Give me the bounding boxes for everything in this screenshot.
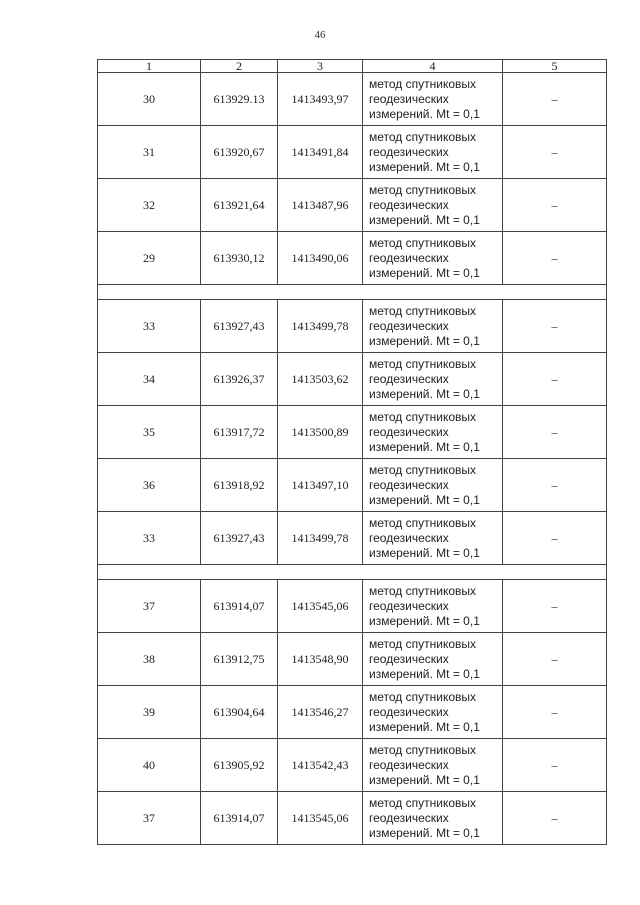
- block-separator: [98, 285, 607, 300]
- method-cell: [363, 686, 503, 739]
- coordinate-y: 1413493,97: [278, 73, 363, 126]
- method-line: геодезических: [369, 704, 449, 719]
- block-separator: [98, 565, 607, 580]
- description-cell: [503, 633, 607, 686]
- method-line: метод спутниковых: [369, 76, 477, 91]
- table-row: [98, 633, 607, 686]
- point-number: 37: [98, 580, 201, 633]
- coordinate-x: 613929.13: [201, 73, 278, 126]
- method-line: геодезических: [369, 197, 449, 212]
- table-row: [98, 353, 607, 406]
- header-col-2: 2: [201, 60, 278, 73]
- coordinate-x: 613930,12: [201, 232, 278, 285]
- method-line: метод спутниковых: [369, 182, 477, 197]
- dash-mark: –: [551, 371, 558, 386]
- method-line: метод спутниковых: [369, 356, 477, 371]
- description-cell: [503, 406, 607, 459]
- coordinate-y: 1413545,06: [278, 580, 363, 633]
- dash-mark: –: [551, 651, 558, 666]
- coordinate-x: 613905,92: [201, 739, 278, 792]
- block-separator-row: [98, 565, 607, 580]
- method-line: геодезических: [369, 530, 449, 545]
- method-line: измерений. Mt = 0,1: [369, 666, 480, 681]
- header-col-4: 4: [363, 60, 503, 73]
- dash-mark: –: [551, 477, 558, 492]
- point-number: 33: [98, 300, 201, 353]
- table-row: [98, 126, 607, 179]
- dash-mark: –: [551, 598, 558, 613]
- dash-mark: –: [551, 318, 558, 333]
- method-line: измерений. Mt = 0,1: [369, 212, 480, 227]
- description-cell: [503, 179, 607, 232]
- method-line: геодезических: [369, 144, 449, 159]
- description-cell: [503, 232, 607, 285]
- point-number: 31: [98, 126, 201, 179]
- table-header: [98, 60, 607, 73]
- method-line: измерений. Mt = 0,1: [369, 439, 480, 454]
- coordinate-x: 613918,92: [201, 459, 278, 512]
- point-number: 37: [98, 792, 201, 845]
- method-line: измерений. Mt = 0,1: [369, 159, 480, 174]
- point-number: 35: [98, 406, 201, 459]
- header-col-3: 3: [278, 60, 363, 73]
- coordinate-y: 1413499,78: [278, 300, 363, 353]
- method-line: метод спутниковых: [369, 689, 477, 704]
- coordinate-y: 1413500,89: [278, 406, 363, 459]
- table-row: [98, 739, 607, 792]
- method-cell: [363, 512, 503, 565]
- header-col-5: 5: [503, 60, 607, 73]
- description-cell: [503, 739, 607, 792]
- description-cell: [503, 512, 607, 565]
- method-line: метод спутниковых: [369, 583, 477, 598]
- description-cell: [503, 459, 607, 512]
- method-cell: [363, 300, 503, 353]
- description-cell: [503, 580, 607, 633]
- point-number: 39: [98, 686, 201, 739]
- method-cell: [363, 73, 503, 126]
- point-number: 29: [98, 232, 201, 285]
- method-line: метод спутниковых: [369, 515, 477, 530]
- coordinate-x: 613914,07: [201, 792, 278, 845]
- method-line: метод спутниковых: [369, 129, 477, 144]
- coordinate-y: 1413542,43: [278, 739, 363, 792]
- method-line: измерений. Mt = 0,1: [369, 333, 480, 348]
- method-line: геодезических: [369, 250, 449, 265]
- coordinate-x: 613926,37: [201, 353, 278, 406]
- description-cell: [503, 353, 607, 406]
- table-row: [98, 459, 607, 512]
- coordinate-y: 1413546,27: [278, 686, 363, 739]
- method-cell: [363, 179, 503, 232]
- table-row: [98, 512, 607, 565]
- table-row: [98, 73, 607, 126]
- coordinate-x: 613921,64: [201, 179, 278, 232]
- point-number: 40: [98, 739, 201, 792]
- table-row: [98, 580, 607, 633]
- method-cell: [363, 353, 503, 406]
- method-line: метод спутниковых: [369, 795, 477, 810]
- method-line: метод спутниковых: [369, 636, 477, 651]
- dash-mark: –: [551, 91, 558, 106]
- method-line: метод спутниковых: [369, 303, 477, 318]
- coordinate-x: 613927,43: [201, 300, 278, 353]
- block-separator-row: [98, 285, 607, 300]
- coordinate-x: 613927,43: [201, 512, 278, 565]
- coordinate-y: 1413545,06: [278, 792, 363, 845]
- coordinate-y: 1413497,10: [278, 459, 363, 512]
- header-row: [98, 60, 607, 73]
- method-cell: [363, 459, 503, 512]
- point-number: 38: [98, 633, 201, 686]
- dash-mark: –: [551, 250, 558, 265]
- method-line: геодезических: [369, 477, 449, 492]
- method-line: геодезических: [369, 651, 449, 666]
- method-cell: [363, 126, 503, 179]
- dash-mark: –: [551, 704, 558, 719]
- method-cell: [363, 232, 503, 285]
- coordinate-x: 613912,75: [201, 633, 278, 686]
- method-line: измерений. Mt = 0,1: [369, 772, 480, 787]
- description-cell: [503, 686, 607, 739]
- dash-mark: –: [551, 757, 558, 772]
- method-line: измерений. Mt = 0,1: [369, 265, 480, 280]
- method-cell: [363, 406, 503, 459]
- table-row: [98, 792, 607, 845]
- coordinate-y: 1413487,96: [278, 179, 363, 232]
- description-cell: [503, 300, 607, 353]
- point-number: 33: [98, 512, 201, 565]
- table-row: [98, 232, 607, 285]
- method-line: метод спутниковых: [369, 742, 477, 757]
- method-line: измерений. Mt = 0,1: [369, 719, 480, 734]
- dash-mark: –: [551, 424, 558, 439]
- dash-mark: –: [551, 197, 558, 212]
- coordinate-y: 1413503,62: [278, 353, 363, 406]
- coordinate-y: 1413490,06: [278, 232, 363, 285]
- coordinate-y: 1413548,90: [278, 633, 363, 686]
- description-cell: [503, 73, 607, 126]
- table-row: [98, 686, 607, 739]
- coordinate-x: 613920,67: [201, 126, 278, 179]
- point-number: 32: [98, 179, 201, 232]
- table-row: [98, 179, 607, 232]
- method-cell: [363, 792, 503, 845]
- method-cell: [363, 580, 503, 633]
- method-line: измерений. Mt = 0,1: [369, 825, 480, 840]
- method-line: метод спутниковых: [369, 462, 477, 477]
- method-cell: [363, 739, 503, 792]
- method-line: геодезических: [369, 318, 449, 333]
- coordinate-x: 613917,72: [201, 406, 278, 459]
- method-cell: [363, 633, 503, 686]
- method-line: измерений. Mt = 0,1: [369, 386, 480, 401]
- method-line: геодезических: [369, 810, 449, 825]
- coordinate-x: 613904,64: [201, 686, 278, 739]
- table-row: [98, 406, 607, 459]
- coordinate-y: 1413499,78: [278, 512, 363, 565]
- coordinate-y: 1413491,84: [278, 126, 363, 179]
- method-line: измерений. Mt = 0,1: [369, 545, 480, 560]
- description-cell: [503, 792, 607, 845]
- method-line: геодезических: [369, 598, 449, 613]
- page-number: 46: [314, 29, 326, 41]
- point-number: 36: [98, 459, 201, 512]
- method-line: измерений. Mt = 0,1: [369, 492, 480, 507]
- dash-mark: –: [551, 144, 558, 159]
- header-col-1: 1: [98, 60, 201, 73]
- table-body: [98, 73, 607, 845]
- coordinate-x: 613914,07: [201, 580, 278, 633]
- method-line: геодезических: [369, 424, 449, 439]
- coordinates-table: [97, 59, 607, 845]
- table-row: [98, 300, 607, 353]
- method-line: измерений. Mt = 0,1: [369, 106, 480, 121]
- method-line: геодезических: [369, 371, 449, 386]
- description-cell: [503, 126, 607, 179]
- dash-mark: –: [551, 810, 558, 825]
- dash-mark: –: [551, 530, 558, 545]
- point-number: 30: [98, 73, 201, 126]
- method-line: метод спутниковых: [369, 235, 477, 250]
- method-line: геодезических: [369, 91, 449, 106]
- method-line: геодезических: [369, 757, 449, 772]
- method-line: метод спутниковых: [369, 409, 477, 424]
- point-number: 34: [98, 353, 201, 406]
- method-line: измерений. Mt = 0,1: [369, 613, 480, 628]
